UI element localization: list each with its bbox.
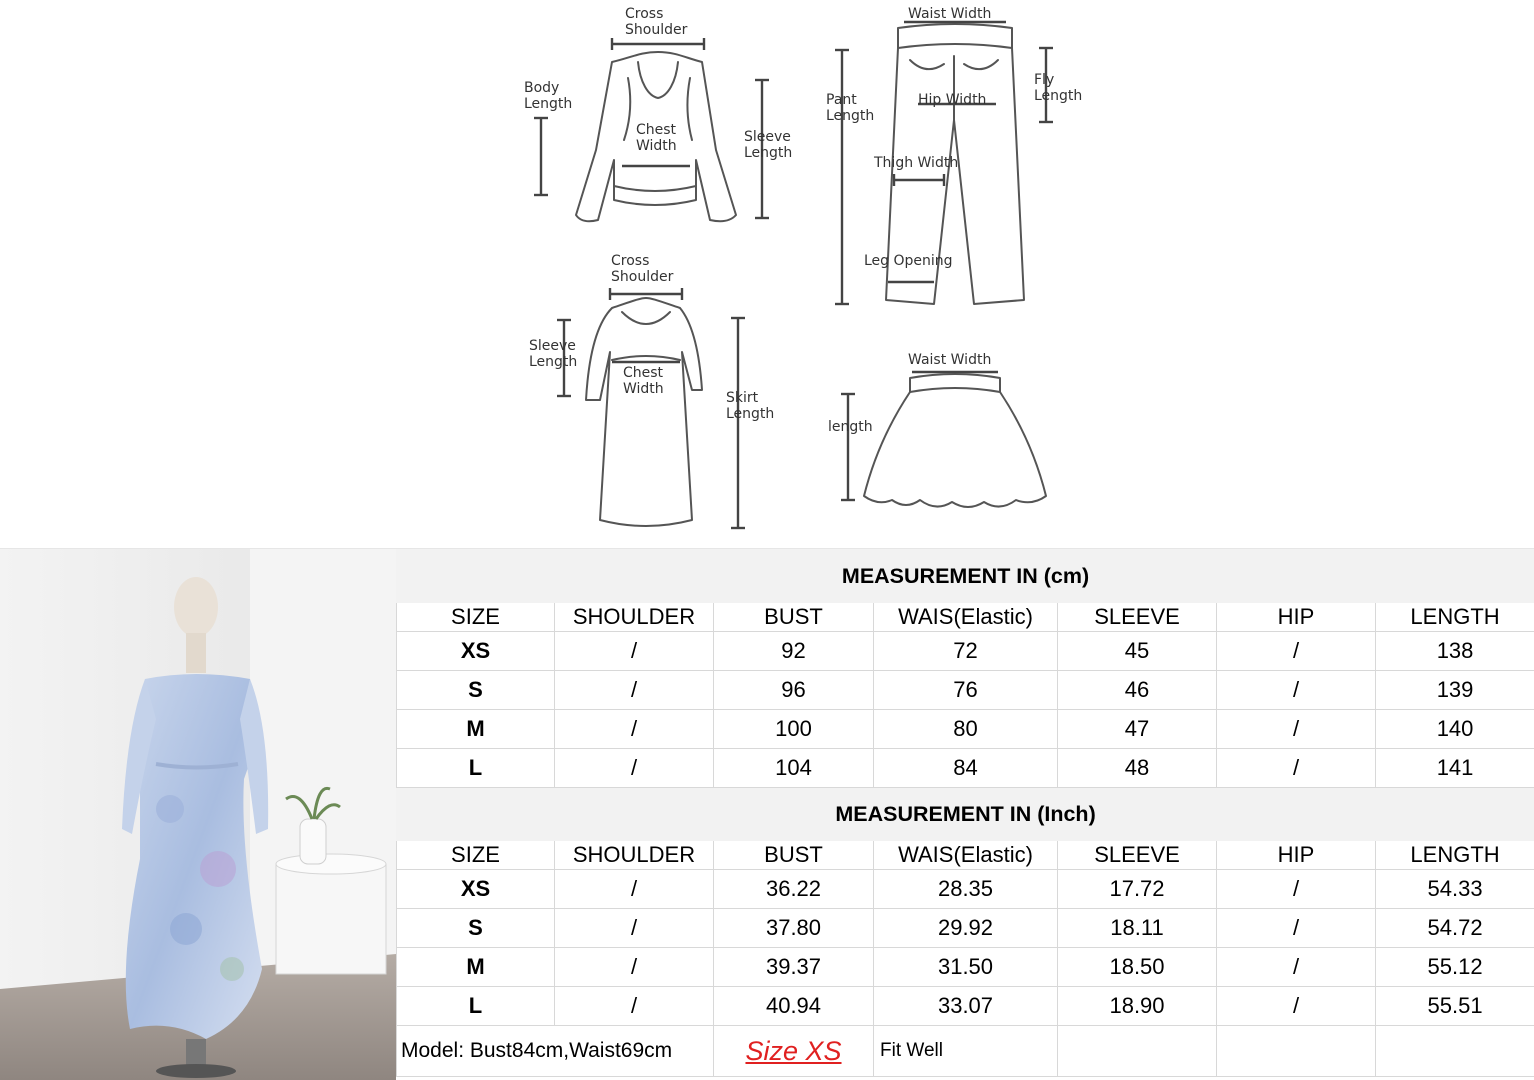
empty-cell <box>1217 1026 1376 1077</box>
col-header-hip: HIP <box>1217 603 1376 632</box>
table-cell: 17.72 <box>1058 870 1217 909</box>
table-cell: / <box>555 987 714 1026</box>
top-label-sleeve-2: Length <box>744 145 793 161</box>
table-cell: 55.51 <box>1376 987 1534 1026</box>
top-label-cross-shoulder-2: Shoulder <box>625 22 688 38</box>
table-cell: 29.92 <box>874 909 1058 948</box>
size-cell: L <box>397 987 555 1026</box>
table-cell: 80 <box>874 710 1058 749</box>
table-row <box>397 749 1534 788</box>
col-header-length: LENGTH <box>1376 603 1534 632</box>
product-photo-svg <box>0 549 396 1080</box>
table-cell: 76 <box>874 671 1058 710</box>
size-cell: XS <box>397 632 555 671</box>
table-cell: 36.22 <box>714 870 874 909</box>
model-info-row <box>397 1026 1534 1077</box>
size-cell: M <box>397 948 555 987</box>
cm-title: MEASUREMENT IN (cm) <box>397 550 1534 603</box>
top-label-body-2: Length <box>524 96 573 112</box>
col-header-waist: WAIS(Elastic) <box>874 603 1058 632</box>
table-cell: 54.72 <box>1376 909 1534 948</box>
inch-title-row <box>397 788 1534 841</box>
table-row <box>397 987 1534 1026</box>
col-header-waist: WAIS(Elastic) <box>874 841 1058 870</box>
top-label-body-1: Body <box>524 80 560 96</box>
skirt-sketch <box>864 374 1046 507</box>
fit-note: Fit Well <box>874 1026 1058 1077</box>
table-cell: 18.11 <box>1058 909 1217 948</box>
table-cell: / <box>1217 987 1376 1026</box>
table-cell: 48 <box>1058 749 1217 788</box>
table-cell: / <box>1217 749 1376 788</box>
table-cell: 33.07 <box>874 987 1058 1026</box>
table-cell: 39.37 <box>714 948 874 987</box>
table-row <box>397 909 1534 948</box>
inch-header-row <box>397 841 1534 870</box>
table-row <box>397 710 1534 749</box>
table-cell: 46 <box>1058 671 1217 710</box>
col-header-shoulder: SHOULDER <box>555 841 714 870</box>
table-cell: / <box>1217 632 1376 671</box>
col-header-bust: BUST <box>714 603 874 632</box>
size-cell: XS <box>397 870 555 909</box>
pants-label-leg-opening: Leg Opening <box>864 253 953 269</box>
product-photo <box>0 549 396 1080</box>
table-cell: / <box>555 671 714 710</box>
table-cell: 72 <box>874 632 1058 671</box>
pants-label-length-2: Length <box>826 108 875 124</box>
table-cell: 100 <box>714 710 874 749</box>
pants-label-fly-2: Length <box>1034 88 1083 104</box>
model-size: Size XS <box>714 1026 874 1077</box>
empty-cell <box>1376 1026 1534 1077</box>
table-cell: 84 <box>874 749 1058 788</box>
dress-label-cross-shoulder-1: Cross <box>611 253 650 269</box>
inch-title: MEASUREMENT IN (Inch) <box>397 788 1534 841</box>
pants-label-hip: Hip Width <box>918 92 987 108</box>
table-cell: 140 <box>1376 710 1534 749</box>
col-header-sleeve: SLEEVE <box>1058 841 1217 870</box>
table-cell: 45 <box>1058 632 1217 671</box>
skirt-label-waist: Waist Width <box>908 352 992 368</box>
pants-label-thigh: Thigh Width <box>874 155 959 171</box>
dress-label-sleeve-1: Sleeve <box>529 338 576 354</box>
top-label-chest-2: Width <box>636 138 677 154</box>
dress-sketch <box>586 298 702 526</box>
table-cell: / <box>555 749 714 788</box>
table-cell: / <box>555 632 714 671</box>
table-cell: 28.35 <box>874 870 1058 909</box>
table-cell: 55.12 <box>1376 948 1534 987</box>
table-cell: 104 <box>714 749 874 788</box>
table-cell: 138 <box>1376 632 1534 671</box>
size-cell: S <box>397 671 555 710</box>
table-cell: / <box>555 948 714 987</box>
table-cell: 141 <box>1376 749 1534 788</box>
col-header-size: SIZE <box>397 841 555 870</box>
table-cell: 18.90 <box>1058 987 1217 1026</box>
empty-cell <box>1058 1026 1217 1077</box>
col-header-bust: BUST <box>714 841 874 870</box>
dress-label-sleeve-2: Length <box>529 354 578 370</box>
table-cell: 47 <box>1058 710 1217 749</box>
top-label-sleeve-1: Sleeve <box>744 129 791 145</box>
col-header-length: LENGTH <box>1376 841 1534 870</box>
col-header-size: SIZE <box>397 603 555 632</box>
table-cell: / <box>555 710 714 749</box>
dress-label-chest-1: Chest <box>623 365 664 381</box>
dress-label-skirt-1: Skirt <box>726 390 759 406</box>
table-row <box>397 948 1534 987</box>
table-cell: 139 <box>1376 671 1534 710</box>
size-chart-table <box>396 549 1534 1077</box>
table-cell: 18.50 <box>1058 948 1217 987</box>
table-cell: 96 <box>714 671 874 710</box>
dress-label-cross-shoulder-2: Shoulder <box>611 269 674 285</box>
table-row <box>397 671 1534 710</box>
table-cell: 40.94 <box>714 987 874 1026</box>
table-cell: / <box>1217 948 1376 987</box>
table-cell: 54.33 <box>1376 870 1534 909</box>
col-header-sleeve: SLEEVE <box>1058 603 1217 632</box>
size-cell: S <box>397 909 555 948</box>
table-cell: / <box>1217 870 1376 909</box>
dress-label-chest-2: Width <box>623 381 664 397</box>
pants-label-fly-1: Fly <box>1034 72 1055 88</box>
cm-title-row <box>397 550 1534 603</box>
col-header-shoulder: SHOULDER <box>555 603 714 632</box>
skirt-label-length: length <box>828 419 873 435</box>
size-chart <box>396 549 1534 1080</box>
table-cell: 37.80 <box>714 909 874 948</box>
table-cell: 92 <box>714 632 874 671</box>
table-row <box>397 870 1534 909</box>
pants-label-length-1: Pant <box>826 92 857 108</box>
table-cell: / <box>1217 710 1376 749</box>
col-header-hip: HIP <box>1217 841 1376 870</box>
cm-header-row <box>397 603 1534 632</box>
pants-label-waist: Waist Width <box>908 6 992 22</box>
size-cell: L <box>397 749 555 788</box>
table-cell: / <box>555 870 714 909</box>
size-cell: M <box>397 710 555 749</box>
table-row <box>397 632 1534 671</box>
dress-label-skirt-2: Length <box>726 406 775 422</box>
top-label-chest-1: Chest <box>636 122 677 138</box>
table-cell: 31.50 <box>874 948 1058 987</box>
model-measurements: Model: Bust84cm,Waist69cm <box>397 1026 714 1077</box>
top-label-cross-shoulder-1: Cross <box>625 6 664 22</box>
table-cell: / <box>1217 909 1376 948</box>
table-cell: / <box>1217 671 1376 710</box>
table-cell: / <box>555 909 714 948</box>
